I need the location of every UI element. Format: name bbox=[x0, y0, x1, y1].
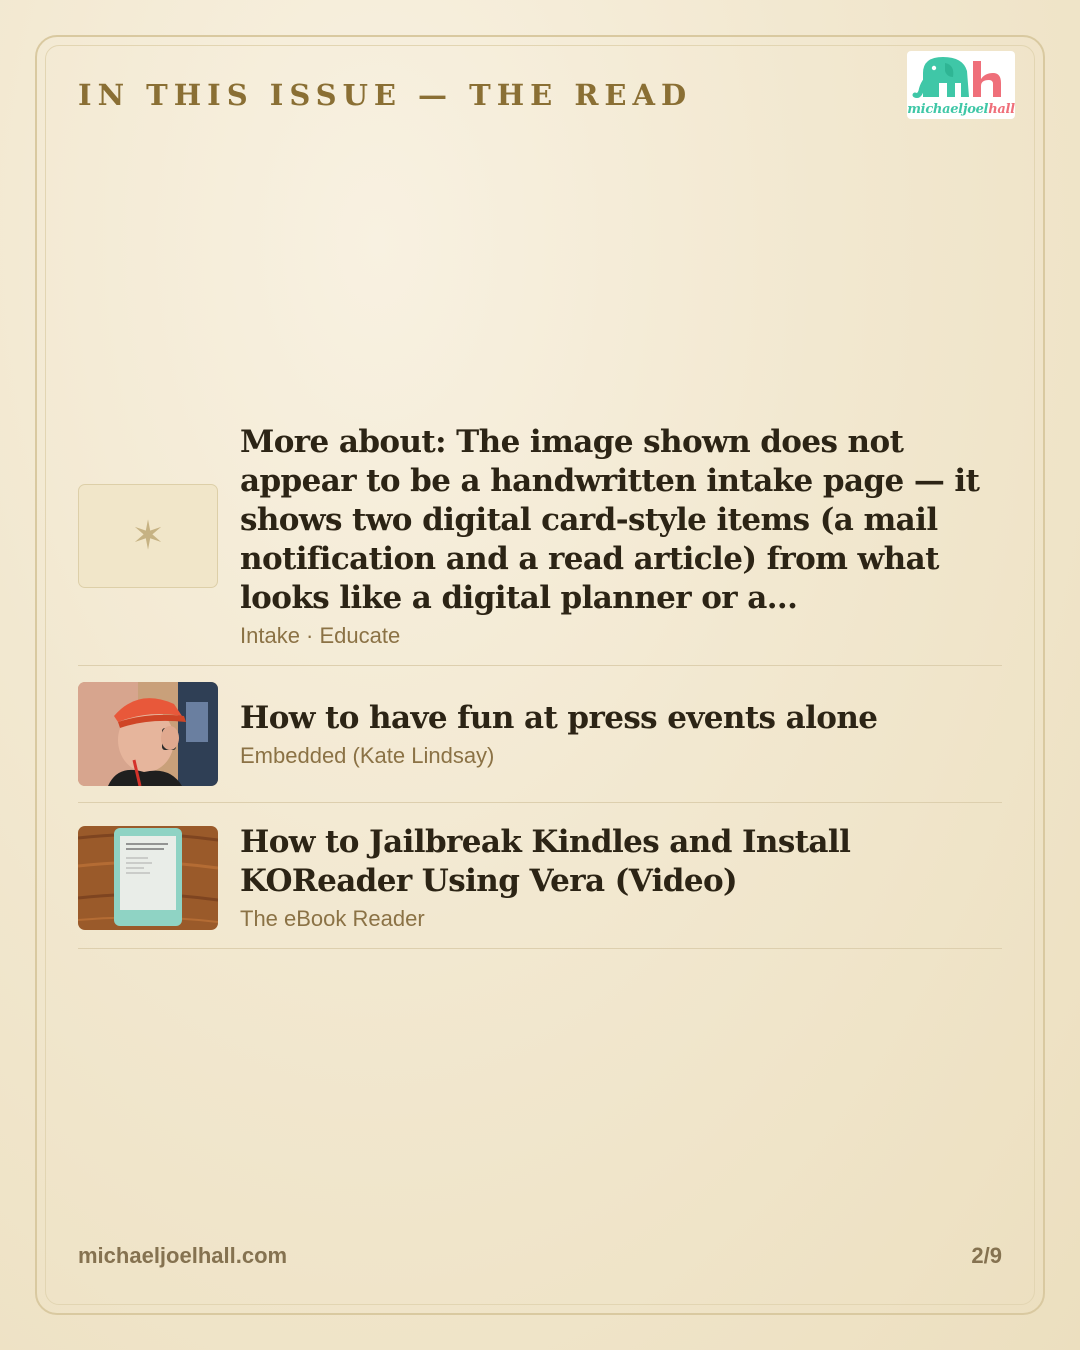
footer-site-link[interactable]: michaeljoelhall.com bbox=[78, 1243, 288, 1268]
thumbnail-placeholder bbox=[78, 484, 218, 588]
star-icon: ✶ bbox=[131, 514, 165, 558]
article-list bbox=[78, 423, 1002, 949]
article-item[interactable] bbox=[78, 423, 1002, 666]
logo-text-main: michaeljoel bbox=[907, 102, 989, 117]
article-title[interactable]: How to have fun at press events alone bbox=[240, 700, 878, 736]
article-title[interactable]: More about: The image shown does not appear to be a handwritten intake page — it shows two digital card-style items (a mail notification and a read article) from what looks like a digital planner or a... bbox=[240, 424, 980, 616]
person-photo-icon bbox=[78, 682, 218, 786]
thumbnail-photo-person bbox=[78, 682, 218, 786]
article-item[interactable] bbox=[78, 666, 1002, 803]
article-source: The eBook Reader bbox=[240, 906, 425, 931]
page-indicator: 2/9 bbox=[971, 1243, 1002, 1268]
section-title: IN THIS ISSUE — THE READ bbox=[78, 78, 693, 112]
brand-logo bbox=[907, 51, 1015, 119]
logo-text-accent: hall bbox=[988, 102, 1015, 117]
kindle-photo-icon bbox=[78, 826, 218, 930]
article-source: Intake · Educate bbox=[240, 623, 401, 648]
article-title[interactable]: How to Jailbreak Kindles and Install KOReader Using Vera (Video) bbox=[240, 824, 851, 899]
article-item[interactable] bbox=[78, 803, 1002, 949]
thumbnail-photo-kindle bbox=[78, 826, 218, 930]
article-source: Embedded (Kate Lindsay) bbox=[240, 743, 495, 768]
